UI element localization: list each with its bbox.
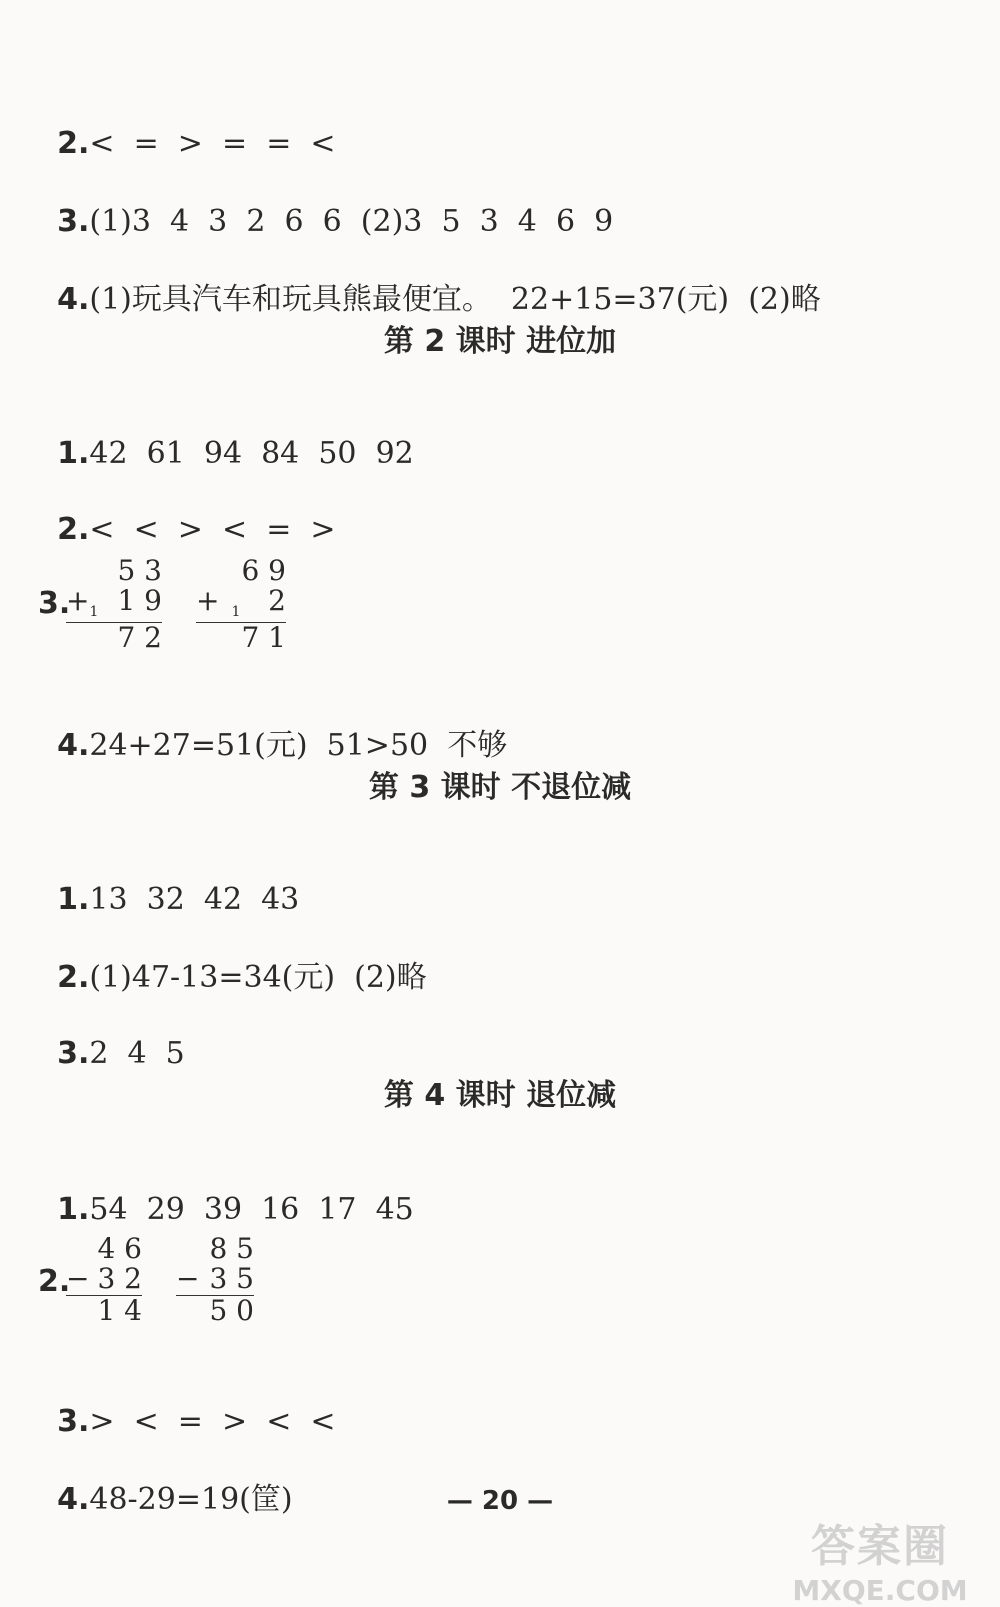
question-number: 3.	[57, 204, 90, 239]
calc-top: 8 5	[209, 1232, 254, 1265]
calc-middle	[176, 1264, 254, 1294]
question-number: 2.	[57, 960, 90, 995]
answer-text: > < = > < <	[89, 1404, 336, 1439]
question-number: 3.	[38, 586, 71, 621]
question-number: 3.	[57, 1404, 90, 1439]
answer-line	[38, 1000, 185, 1072]
operator: +	[66, 584, 90, 617]
answer-line	[38, 400, 414, 472]
answer-text: 13 32 42 43	[89, 882, 300, 917]
calc-result: 5 0	[209, 1294, 254, 1327]
calc-bottom: 1 9	[117, 584, 162, 617]
answer-line	[38, 692, 507, 764]
operator: +	[196, 584, 220, 617]
answer-text: 2 4 5	[89, 1036, 185, 1071]
calc-top: 6 9	[241, 554, 286, 587]
vertical-calculation	[66, 1234, 142, 1326]
calc-middle	[196, 586, 286, 621]
carry-mark: 1	[89, 604, 99, 620]
answer-text: 24+27=51(元) 51>50 不够	[89, 728, 508, 763]
answer-text: < < > < = >	[89, 512, 336, 547]
answer-line	[38, 1368, 336, 1440]
answer-line	[38, 846, 299, 918]
question-number: 3.	[57, 1036, 90, 1071]
answer-line	[38, 168, 613, 240]
operator: −	[176, 1262, 200, 1295]
calc-bottom: 3 5	[209, 1262, 254, 1295]
answer-text: (1)47-13=34(元) (2)略	[89, 960, 427, 995]
page-number: — 20 —	[446, 1486, 554, 1516]
calc-middle	[66, 586, 162, 621]
watermark-text: 答案圈	[811, 1521, 949, 1572]
carry-mark: 1	[231, 604, 241, 620]
calc-bottom: 3 2	[97, 1262, 142, 1295]
calc-top: 5 3	[117, 554, 162, 587]
question-number: 1.	[57, 436, 90, 471]
question-number: 1.	[57, 882, 90, 917]
section-heading: 第 4 课时 退位减	[383, 1078, 617, 1113]
calc-top: 4 6	[97, 1232, 142, 1265]
vertical-calculation	[176, 1234, 254, 1326]
answer-line	[38, 246, 821, 318]
answer-line	[38, 1156, 414, 1228]
calc-result: 7 2	[117, 621, 162, 654]
calc-bottom: 2	[268, 584, 286, 617]
question-number: 2.	[38, 1264, 71, 1299]
vertical-calculation	[66, 556, 162, 653]
answer-text: (1)3 4 3 2 6 6 (2)3 5 3 4 6 9	[89, 204, 614, 239]
answer-text: (1)玩具汽车和玩具熊最便宜。 22+15=37(元) (2)略	[89, 282, 821, 317]
answer-line	[38, 476, 336, 548]
section-heading: 第 3 课时 不退位减	[368, 770, 632, 805]
vertical-calculation	[196, 556, 286, 653]
watermark-url: MXQE.COM	[792, 1574, 968, 1607]
question-number: 4.	[57, 728, 90, 763]
answer-text: 54 29 39 16 17 45	[89, 1192, 414, 1227]
calc-middle	[66, 1264, 142, 1294]
calc-result: 7 1	[241, 621, 286, 654]
section-heading: 第 2 课时 进位加	[383, 324, 617, 359]
question-number: 2.	[57, 512, 90, 547]
calc-result: 1 4	[97, 1294, 142, 1327]
answer-line	[38, 924, 427, 996]
question-number: 2.	[57, 126, 90, 161]
watermark-logo	[780, 1510, 980, 1607]
answer-line	[38, 90, 336, 162]
answer-text: 42 61 94 84 50 92	[89, 436, 414, 471]
question-number: 1.	[57, 1192, 90, 1227]
answer-text: < = > = = <	[89, 126, 336, 161]
question-number: 4.	[57, 1482, 90, 1517]
operator: −	[66, 1262, 90, 1295]
answer-text: 48-29=19(筐)	[89, 1482, 293, 1517]
question-number: 4.	[57, 282, 90, 317]
